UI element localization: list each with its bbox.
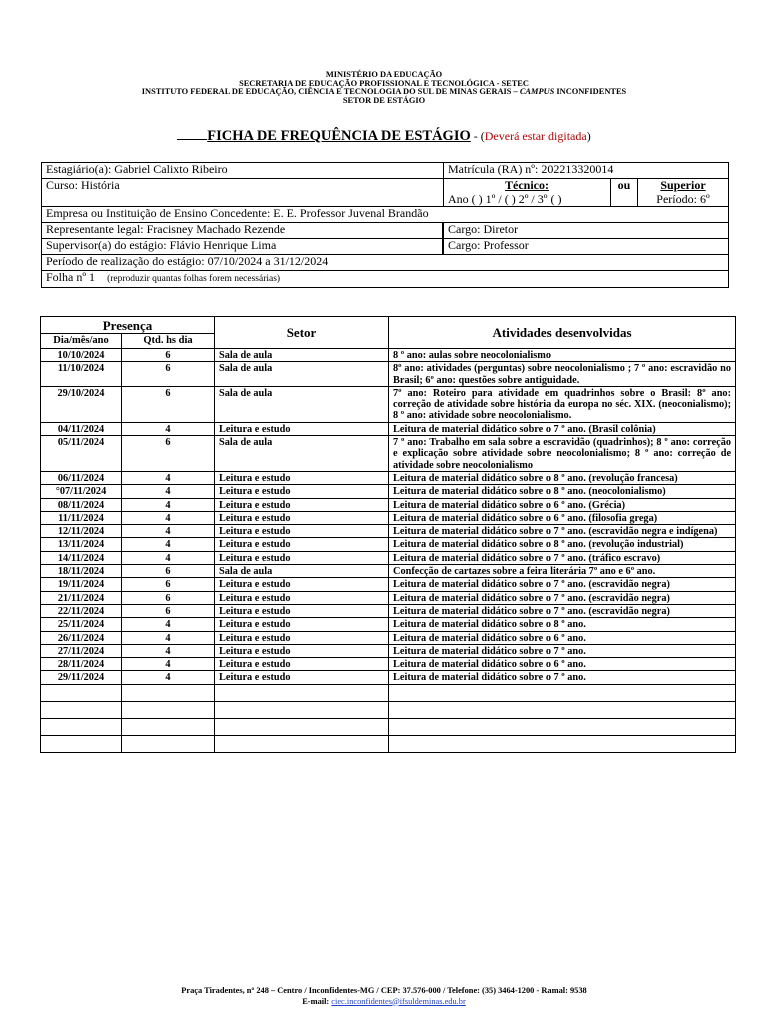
row-activity: Leitura de material didático sobre o 7 º ano. (escravidão negra) <box>389 591 736 604</box>
row-date: °07/11/2024 <box>41 485 122 498</box>
row-sector: Leitura e estudo <box>215 485 389 498</box>
table-row <box>41 386 736 422</box>
row-sector: Leitura e estudo <box>215 422 389 435</box>
higher-level: Superior Período: 6º <box>638 179 729 207</box>
table-row <box>41 591 736 604</box>
table-row <box>41 498 736 511</box>
row-sector: Leitura e estudo <box>215 511 389 524</box>
header-sector: Setor <box>215 317 389 349</box>
empty-row <box>41 684 736 701</box>
representative-role: Cargo: Diretor <box>444 223 729 239</box>
row-sector: Sala de aula <box>215 362 389 387</box>
row-date: 18/11/2024 <box>41 565 122 578</box>
empty-cell <box>122 684 215 701</box>
empty-cell <box>41 718 122 735</box>
empty-cell <box>215 718 389 735</box>
empty-row <box>41 701 736 718</box>
footer-email: E-mail: ciec.inconfidentes@ifsuldeminas.edu.br <box>302 996 466 1006</box>
row-activity: Leitura de material didático sobre o 7 º ano. <box>389 644 736 657</box>
row-hours: 4 <box>122 525 215 538</box>
row-hours: 6 <box>122 436 215 472</box>
row-activity: Leitura de material didático sobre o 7 º ano. (Brasil colônia) <box>389 422 736 435</box>
page-title: FICHA DE FREQUÊNCIA DE ESTÁGIO - (Deverá estar digitada) <box>0 128 768 145</box>
header-sector: SETOR DE ESTÁGIO <box>342 95 426 105</box>
row-sector: Leitura e estudo <box>215 551 389 564</box>
table-row <box>41 578 736 591</box>
row-date: 19/11/2024 <box>41 578 122 591</box>
row-sector: Leitura e estudo <box>215 471 389 484</box>
empty-cell <box>41 701 122 718</box>
empty-cell <box>215 701 389 718</box>
row-sector: Leitura e estudo <box>215 631 389 644</box>
footer-address: Praça Tiradentes, nº 248 – Centro / Inconfidentes-MG / CEP: 37.576-000 / Telefone: (35) 3464-1200 - Ramal: 9538 <box>181 986 587 995</box>
row-hours: 4 <box>122 644 215 657</box>
empty-row <box>41 735 736 752</box>
table-row <box>41 604 736 617</box>
row-hours: 6 <box>122 591 215 604</box>
row-sector: Sala de aula <box>215 349 389 362</box>
row-sector: Sala de aula <box>215 386 389 422</box>
row-sector: Leitura e estudo <box>215 498 389 511</box>
table-row <box>41 362 736 387</box>
email-link[interactable]: ciec.inconfidentes@ifsuldeminas.edu.br <box>331 996 466 1006</box>
row-date: 21/11/2024 <box>41 591 122 604</box>
row-activity: 7º ano: Roteiro para atividade em quadrinhos sobre o Brasil: 8º ano: correção de atividade sobre história da europa no séc. XIX. (neoconialismo); 8 º ano: atividade sobre neocolonialismo. <box>389 386 736 422</box>
empty-cell <box>122 735 215 752</box>
row-date: 28/11/2024 <box>41 658 122 671</box>
row-hours: 6 <box>122 349 215 362</box>
table-row <box>41 485 736 498</box>
internship-period: Período de realização do estágio: 07/10/2024 a 31/12/2024 <box>42 255 729 271</box>
row-sector: Leitura e estudo <box>215 671 389 684</box>
row-date: 14/11/2024 <box>41 551 122 564</box>
table-row <box>41 565 736 578</box>
row-activity: Leitura de material didático sobre o 6 º ano. (filosofia grega) <box>389 511 736 524</box>
registration-number: Matrícula (RA) nº: 202213320014 <box>444 163 729 179</box>
row-sector: Leitura e estudo <box>215 658 389 671</box>
course: Curso: História <box>42 179 444 207</box>
row-sector: Sala de aula <box>215 565 389 578</box>
empty-row <box>41 718 736 735</box>
header-ministry: MINISTÉRIO DA EDUCAÇÃO <box>325 70 443 79</box>
row-activity: 8 º ano: aulas sobre neocolonialismo <box>389 349 736 362</box>
table-row <box>41 511 736 524</box>
row-date: 05/11/2024 <box>41 436 122 472</box>
row-activity: Leitura de material didático sobre o 8 º ano. <box>389 618 736 631</box>
sheet-number: Folha nº 1 (reproduzir quantas folhas forem necessárias) <box>42 271 729 288</box>
row-hours: 4 <box>122 618 215 631</box>
row-sector: Leitura e estudo <box>215 538 389 551</box>
or-label: ou <box>611 179 638 207</box>
row-hours: 4 <box>122 422 215 435</box>
row-activity: Leitura de material didático sobre o 7 º ano. (tráfico escravo) <box>389 551 736 564</box>
supervisor-role: Cargo: Professor <box>444 239 729 255</box>
table-row <box>41 349 736 362</box>
row-date: 13/11/2024 <box>41 538 122 551</box>
row-sector: Leitura e estudo <box>215 525 389 538</box>
row-hours: 6 <box>122 362 215 387</box>
row-date: 29/11/2024 <box>41 671 122 684</box>
row-activity: Leitura de material didático sobre o 6 º ano. <box>389 658 736 671</box>
row-activity: 7 º ano: Trabalho em sala sobre a escravidão (quadrinhos); 8 º ano: correção e explicação sobre atividade sobre neocolonialismo; 8 º ano: correção de atividade sobre neocolonialismo <box>389 436 736 472</box>
row-date: 10/10/2024 <box>41 349 122 362</box>
row-hours: 6 <box>122 565 215 578</box>
row-hours: 4 <box>122 551 215 564</box>
row-date: 26/11/2024 <box>41 631 122 644</box>
row-hours: 6 <box>122 604 215 617</box>
row-activity: Leitura de material didático sobre o 8 º ano. (neocolonialismo) <box>389 485 736 498</box>
header-secretariat: SECRETARIA DE EDUCAÇÃO PROFISSIONAL E TECNOLÓGICA - SETEC <box>239 78 529 88</box>
empty-cell <box>41 735 122 752</box>
row-activity: Leitura de material didático sobre o 6 º ano. (Grécia) <box>389 498 736 511</box>
row-activity: Leitura de material didático sobre o 7 º ano. (escravidão negra) <box>389 604 736 617</box>
row-activity: Leitura de material didático sobre o 8 º ano. (revolução industrial) <box>389 538 736 551</box>
header-presence: Presença <box>41 317 215 334</box>
header-activities: Atividades desenvolvidas <box>389 317 736 349</box>
row-hours: 4 <box>122 498 215 511</box>
empty-cell <box>389 735 736 752</box>
row-hours: 4 <box>122 671 215 684</box>
empty-cell <box>215 684 389 701</box>
row-activity: Leitura de material didático sobre o 7 º ano. <box>389 671 736 684</box>
row-hours: 6 <box>122 386 215 422</box>
row-sector: Leitura e estudo <box>215 604 389 617</box>
row-sector: Leitura e estudo <box>215 618 389 631</box>
empty-cell <box>215 735 389 752</box>
row-activity: 8º ano: atividades (perguntas) sobre neocolonialismo ; 7 º ano: escravidão no Brasil; 6º ano: questões sobre antiguidade. <box>389 362 736 387</box>
table-row <box>41 538 736 551</box>
table-row <box>41 551 736 564</box>
legal-representative: Representante legal: Fracisney Machado Rezende <box>42 223 443 238</box>
table-row <box>41 644 736 657</box>
table-row <box>41 525 736 538</box>
row-date: 04/11/2024 <box>41 422 122 435</box>
header-date: Dia/mês/ano <box>41 334 122 349</box>
intern-info-table <box>41 162 729 288</box>
table-row <box>41 471 736 484</box>
empty-cell <box>41 684 122 701</box>
row-hours: 4 <box>122 511 215 524</box>
header-hours: Qtd. hs dia <box>122 334 215 349</box>
row-date: 06/11/2024 <box>41 471 122 484</box>
institution: Empresa ou Instituição de Ensino Concedente: E. E. Professor Juvenal Brandão <box>42 207 729 223</box>
internship-supervisor: Supervisor(a) do estágio: Flávio Henrique Lima <box>42 239 443 254</box>
row-date: 12/11/2024 <box>41 525 122 538</box>
row-date: 11/10/2024 <box>41 362 122 387</box>
row-date: 29/10/2024 <box>41 386 122 422</box>
technical-level: Técnico: Ano ( ) 1º / ( ) 2º / 3º ( ) <box>444 179 611 207</box>
row-activity: Leitura de material didático sobre o 7 º ano. (escravidão negra e indígena) <box>389 525 736 538</box>
table-row <box>41 422 736 435</box>
row-date: 22/11/2024 <box>41 604 122 617</box>
row-date: 11/11/2024 <box>41 511 122 524</box>
row-date: 27/11/2024 <box>41 644 122 657</box>
title-note: Deverá estar digitada <box>484 129 587 143</box>
row-hours: 4 <box>122 658 215 671</box>
row-sector: Leitura e estudo <box>215 591 389 604</box>
row-hours: 4 <box>122 538 215 551</box>
table-row <box>41 436 736 472</box>
row-activity: Confecção de cartazes sobre a feira literária 7º ano e 6º ano. <box>389 565 736 578</box>
row-hours: 4 <box>122 485 215 498</box>
empty-cell <box>122 718 215 735</box>
row-hours: 6 <box>122 578 215 591</box>
row-sector: Leitura e estudo <box>215 644 389 657</box>
row-date: 08/11/2024 <box>41 498 122 511</box>
table-row <box>41 671 736 684</box>
intern-name: Estagiário(a): Gabriel Calixto Ribeiro <box>42 163 444 179</box>
row-activity: Leitura de material didático sobre o 6 º ano. <box>389 631 736 644</box>
header-institute: INSTITUTO FEDERAL DE EDUCAÇÃO, CIÊNCIA E TECNOLOGIA DO SUL DE MINAS GERAIS – CAMPUS INCONFIDENTES <box>141 87 627 97</box>
row-sector: Sala de aula <box>215 436 389 472</box>
row-hours: 4 <box>122 631 215 644</box>
row-date: 25/11/2024 <box>41 618 122 631</box>
empty-cell <box>389 718 736 735</box>
table-row <box>41 631 736 644</box>
row-activity: Leitura de material didático sobre o 8 º ano. (revolução francesa) <box>389 471 736 484</box>
row-sector: Leitura e estudo <box>215 578 389 591</box>
empty-cell <box>389 701 736 718</box>
document-footer <box>0 986 768 1007</box>
empty-cell <box>122 701 215 718</box>
table-row <box>41 658 736 671</box>
document-header <box>0 71 768 105</box>
table-row <box>41 618 736 631</box>
attendance-table <box>40 316 736 753</box>
row-hours: 4 <box>122 471 215 484</box>
row-activity: Leitura de material didático sobre o 7 º ano. (escravidão negra) <box>389 578 736 591</box>
empty-cell <box>389 684 736 701</box>
